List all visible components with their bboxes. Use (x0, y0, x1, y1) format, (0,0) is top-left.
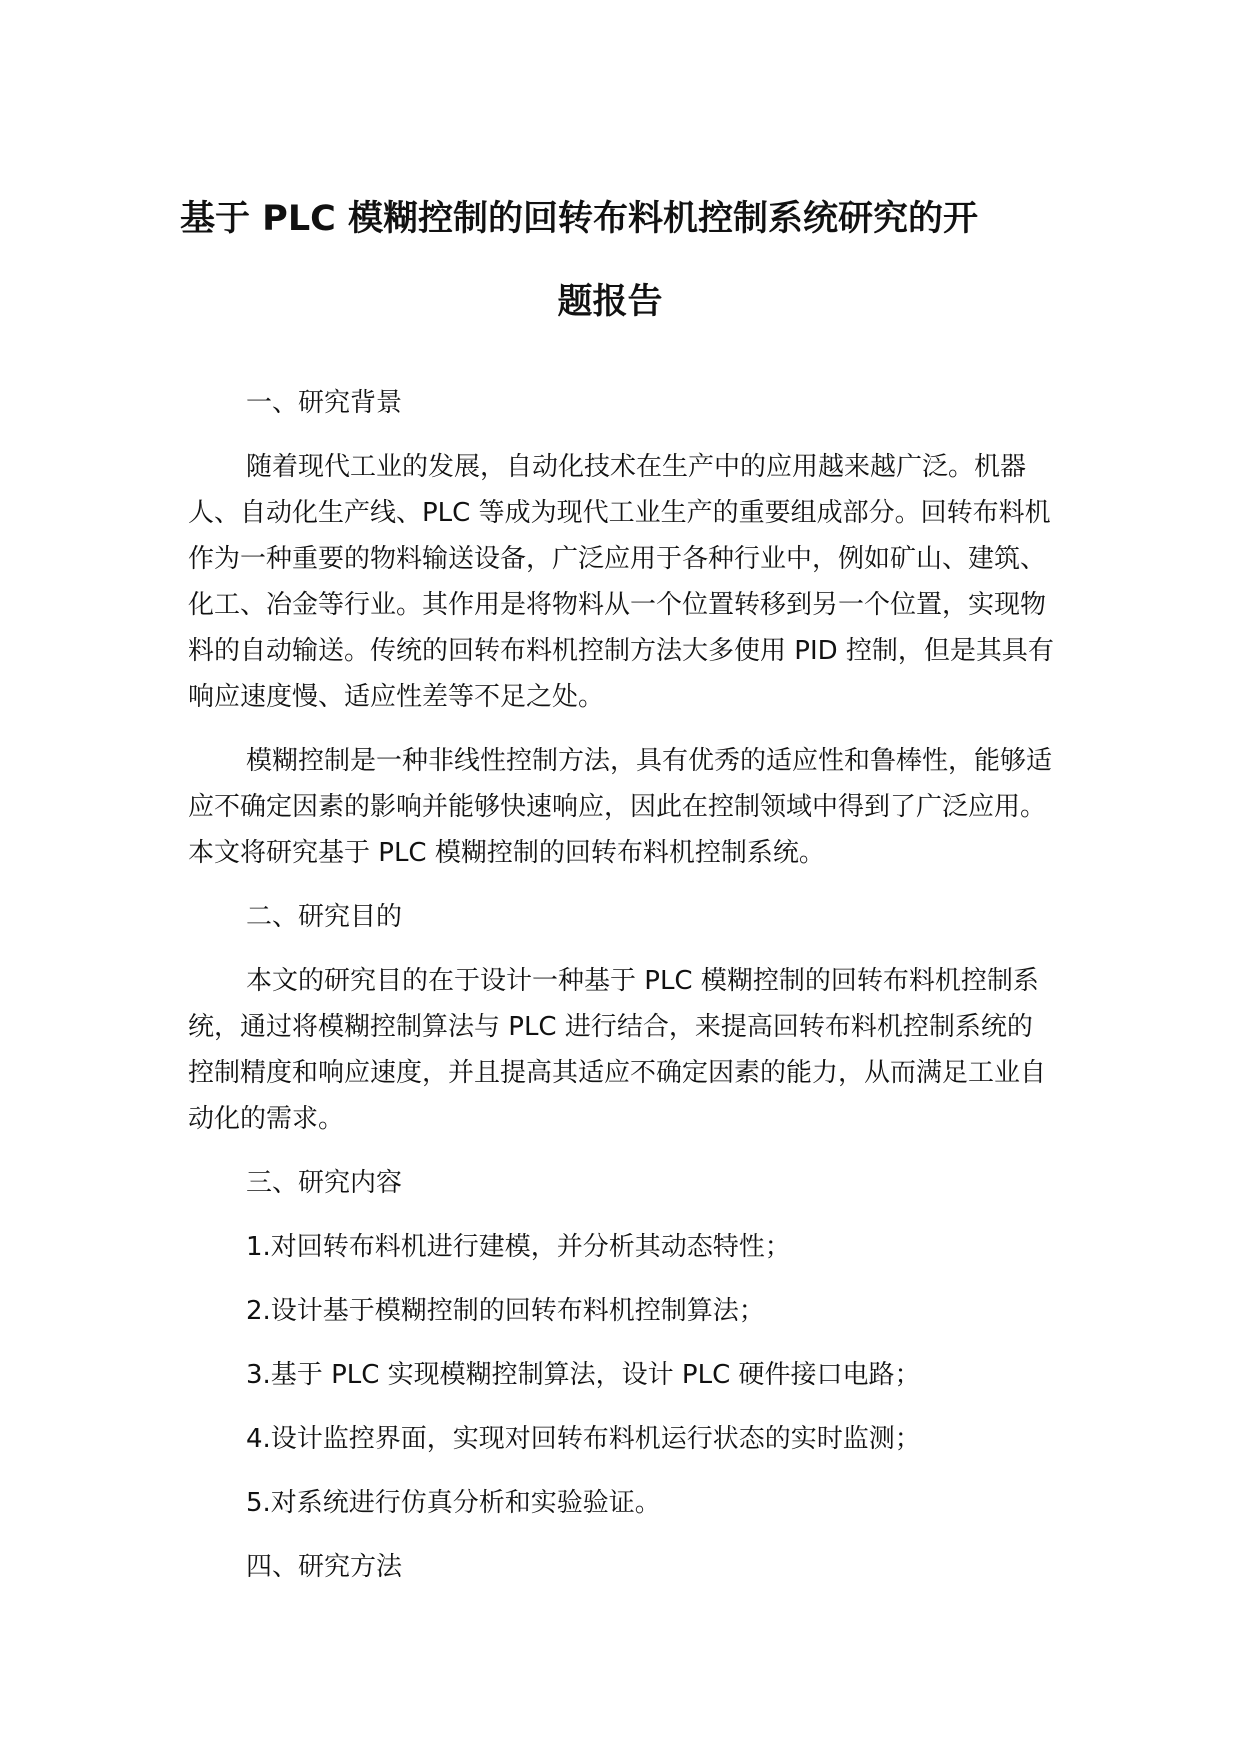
section-heading-purpose: 二、研究目的 (246, 902, 403, 932)
document-body (188, 380, 1056, 1608)
paragraph-background-2: 模糊控制是一种非线性控制方法，具有优秀的适应性和鲁棒性，能够适应不确定因素的影响并能够快速响应，因此在控制领域中得到了广泛应用。本文将研究基于 PLC 模糊控制的回转布料机控制系统。 (188, 746, 1053, 868)
list-item: 2.设计基于模糊控制的回转布料机控制算法； (246, 1296, 765, 1326)
section-heading-content: 三、研究内容 (246, 1168, 403, 1198)
list-item: 1.对回转布料机进行建模，并分析其动态特性； (246, 1232, 791, 1262)
title-line-2: 题报告 (557, 282, 663, 322)
document-title (180, 178, 1040, 344)
list-item: 4.设计监控界面，实现对回转布料机运行状态的实时监测； (246, 1424, 921, 1454)
title-line-1: 基于 PLC 模糊控制的回转布料机控制系统研究的开 (180, 199, 979, 239)
section-heading-background: 一、研究背景 (246, 388, 403, 418)
section-heading-method: 四、研究方法 (246, 1552, 403, 1582)
paragraph-background-1: 随着现代工业的发展，自动化技术在生产中的应用越来越广泛。机器人、自动化生产线、PLC 等成为现代工业生产的重要组成部分。回转布料机作为一种重要的物料输送设备，广泛应用于各种行业中，例如矿山、建筑、化工、冶金等行业。其作用是将物料从一个位置转移到另一个位置，实现物料的自动输送。传统的回转布料机控制方法大多使用 PID 控制，但是其具有响应速度慢、适应性差等不足之处。 (188, 452, 1054, 712)
list-item: 3.基于 PLC 实现模糊控制算法，设计 PLC 硬件接口电路； (246, 1360, 921, 1390)
list-item: 5.对系统进行仿真分析和实验验证。 (246, 1488, 661, 1518)
paragraph-purpose-1: 本文的研究目的在于设计一种基于 PLC 模糊控制的回转布料机控制系统，通过将模糊控制算法与 PLC 进行结合，来提高回转布料机控制系统的控制精度和响应速度，并且提高其适应不确定因素的能力，从而满足工业自动化的需求。 (188, 966, 1047, 1134)
